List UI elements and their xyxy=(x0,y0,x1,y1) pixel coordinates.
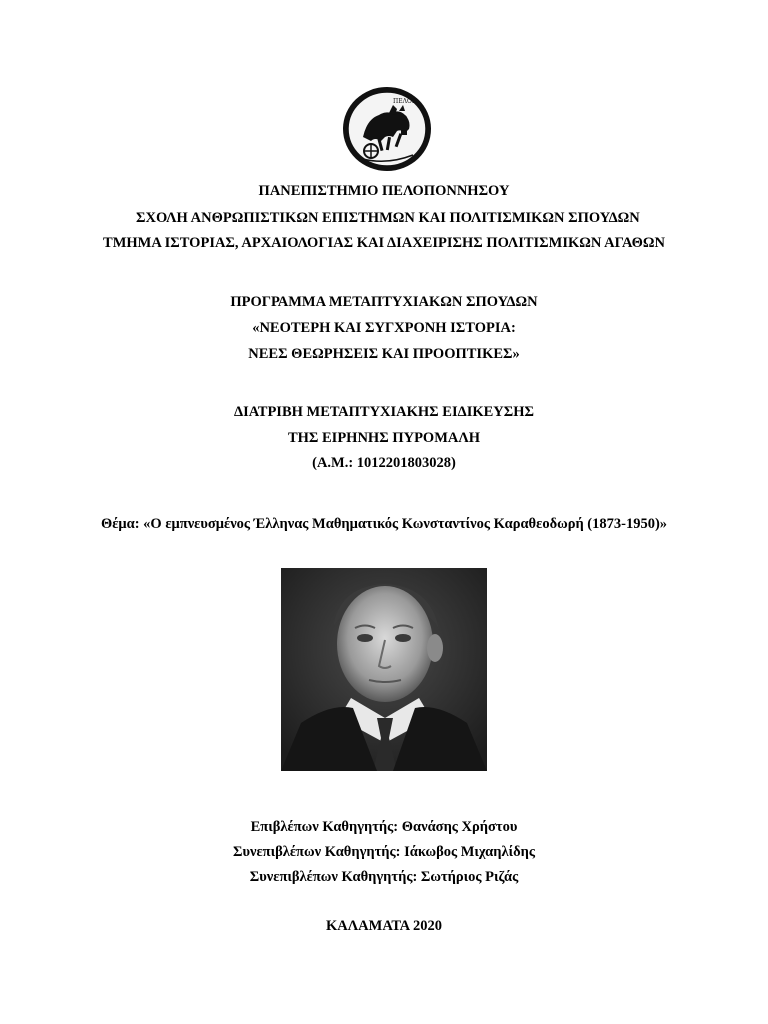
supervisor-co-2: Συνεπιβλέπων Καθηγητής: Σωτήριος Ριζάς xyxy=(249,869,519,885)
program-name-line1: «ΝΕΟΤΕΡΗ ΚΑΙ ΣΥΓΧΡΟΝΗ ΙΣΤΟΡΙΑ: xyxy=(252,320,516,336)
university-seal-logo xyxy=(341,85,433,173)
author-name: ΤΗΣ ΕΙΡΗΝΗΣ ΠΥΡΟΜΑΛΗ xyxy=(287,430,481,446)
thesis-topic: Θέμα: «Ο εμπνευσμένος Έλληνας Μαθηματικός Κωνσταντίνος Καραθεοδωρή (1873-1950)» xyxy=(100,516,668,532)
supervisor-main: Επιβλέπων Καθηγητής: Θανάσης Χρήστου xyxy=(250,819,518,835)
university-name: ΠΑΝΕΠΙΣΤΗΜΙΟ ΠΕΛΟΠΟΝΝΗΣΟΥ xyxy=(258,183,510,199)
seal-text: ΠΕΛΟΠ xyxy=(393,98,418,105)
supervisor-co-1: Συνεπιβλέπων Καθηγητής: Ιάκωβος Μιχαηλίδης xyxy=(232,844,535,860)
program-name-line2: ΝΕΕΣ ΘΕΩΡΗΣΕΙΣ ΚΑΙ ΠΡΟΟΠΤΙΚΕΣ» xyxy=(248,346,520,362)
student-id: (Α.Μ.: 1012201803028) xyxy=(312,455,456,471)
place-year: ΚΑΛΑΜΑΤΑ 2020 xyxy=(326,918,442,934)
school-name: ΣΧΟΛΗ ΑΝΘΡΩΠΙΣΤΙΚΩΝ ΕΠΙΣΤΗΜΩΝ ΚΑΙ ΠΟΛΙΤΙΣΜΙΚΩΝ ΣΠΟΥΔΩΝ xyxy=(136,210,640,226)
department-name: ΤΜΗΜΑ ΙΣΤΟΡΙΑΣ, ΑΡΧΑΙΟΛΟΓΙΑΣ ΚΑΙ ΔΙΑΧΕΙΡΙΣΗΣ ΠΟΛΙΤΙΣΜΙΚΩΝ ΑΓΑΘΩΝ xyxy=(103,235,665,251)
portrait-photo xyxy=(281,568,487,771)
thesis-type: ΔΙΑΤΡΙΒΗ ΜΕΤΑΠΤΥΧΙΑΚΗΣ ΕΙΔΙΚΕΥΣΗΣ xyxy=(233,404,534,420)
program-title: ΠΡΟΓΡΑΜΜΑ ΜΕΤΑΠΤΥΧΙΑΚΩΝ ΣΠΟΥΔΩΝ xyxy=(230,294,538,310)
